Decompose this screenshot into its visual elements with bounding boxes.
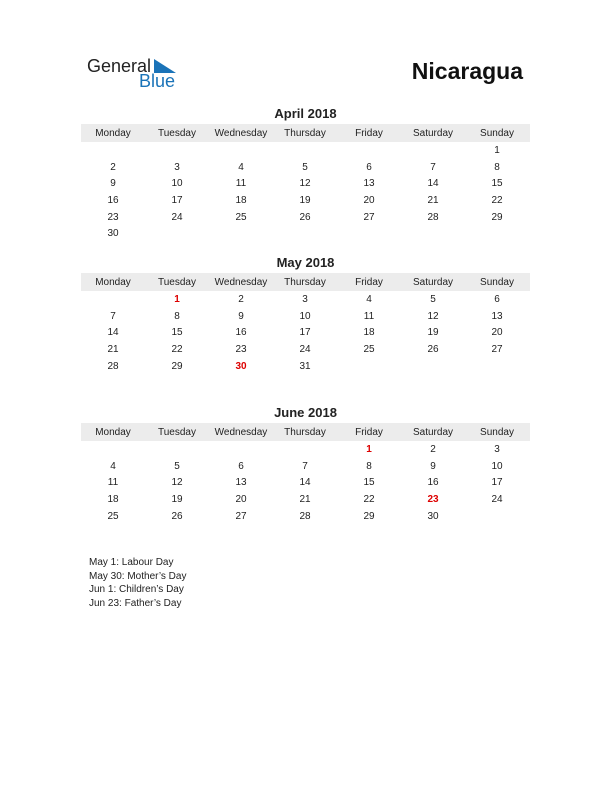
weekday-label: Thursday — [284, 276, 326, 288]
date-cell: 15 — [363, 477, 375, 489]
holiday-date: 1 — [174, 293, 180, 305]
date-cell: 18 — [235, 194, 247, 206]
weekday-label: Tuesday — [158, 127, 196, 139]
date-cell: 23 — [107, 211, 119, 223]
date-cell: 24 — [491, 493, 503, 505]
date-cell: 27 — [363, 211, 375, 223]
date-cell: 28 — [107, 360, 119, 372]
date-cell: 12 — [427, 310, 439, 322]
week-row — [81, 159, 530, 176]
date-cell: 18 — [107, 493, 119, 505]
date-cell: 29 — [491, 211, 503, 223]
holiday-date: 30 — [235, 360, 247, 372]
weekday-label: Saturday — [412, 276, 454, 288]
weekday-label: Wednesday — [214, 426, 268, 438]
date-cell: 5 — [302, 161, 308, 173]
date-cell: 28 — [299, 510, 311, 522]
week-row — [81, 341, 530, 358]
weekday-label: Monday — [95, 127, 131, 139]
holiday-date: 1 — [366, 443, 372, 455]
weekday-label: Sunday — [480, 276, 514, 288]
week-row — [81, 441, 530, 458]
note: May 1: Labour Day — [89, 557, 174, 568]
date-cell: 4 — [238, 161, 244, 173]
date-cell: 26 — [427, 343, 439, 355]
date-cell: 24 — [299, 343, 311, 355]
date-cell: 16 — [427, 477, 439, 489]
week-row — [81, 358, 530, 375]
date-cell: 20 — [235, 493, 247, 505]
date-cell: 21 — [299, 493, 311, 505]
date-cell: 24 — [171, 211, 183, 223]
date-cell: 5 — [174, 460, 180, 472]
date-cell: 2 — [238, 293, 244, 305]
date-cell: 10 — [171, 178, 183, 190]
note: Jun 23: Father’s Day — [89, 598, 182, 610]
weekday-label: Monday — [95, 426, 131, 438]
date-cell: 25 — [235, 211, 247, 223]
week-row — [81, 209, 530, 226]
date-cell: 3 — [174, 161, 180, 173]
month-block — [81, 405, 530, 524]
date-cell: 16 — [235, 327, 247, 339]
weekday-label: Sunday — [480, 127, 514, 139]
note: May 30: Mother’s Day — [89, 570, 187, 582]
date-cell: 17 — [491, 477, 503, 489]
date-cell: 6 — [494, 293, 500, 305]
weekday-label: Wednesday — [214, 276, 268, 288]
weekday-header — [81, 423, 530, 441]
date-cell: 9 — [430, 460, 436, 472]
date-cell: 19 — [299, 194, 311, 206]
date-cell: 8 — [494, 161, 500, 173]
month-title: June 2018 — [274, 405, 337, 420]
logo-general: General — [87, 56, 152, 76]
date-cell: 11 — [363, 310, 375, 322]
weekday-label: Friday — [355, 426, 383, 438]
date-cell: 19 — [427, 327, 439, 339]
date-cell: 31 — [299, 360, 311, 372]
week-row — [81, 308, 530, 325]
date-cell: 13 — [491, 310, 503, 322]
weekday-label: Sunday — [480, 426, 514, 438]
date-cell: 11 — [107, 477, 119, 489]
date-cell: 27 — [491, 343, 503, 355]
date-cell: 14 — [299, 477, 311, 489]
weekday-label: Wednesday — [214, 127, 268, 139]
date-cell: 2 — [430, 443, 436, 455]
date-cell: 5 — [430, 293, 436, 305]
date-cell: 29 — [171, 360, 183, 372]
weekday-header — [81, 124, 530, 142]
date-cell: 30 — [427, 510, 439, 522]
weekday-label: Thursday — [284, 127, 326, 139]
date-cell: 6 — [366, 161, 372, 173]
weekday-label: Saturday — [412, 127, 454, 139]
date-cell: 22 — [171, 343, 183, 355]
date-cell: 9 — [110, 178, 116, 190]
date-cell: 7 — [302, 460, 308, 472]
date-cell: 3 — [494, 443, 500, 455]
date-cell: 3 — [302, 293, 308, 305]
date-cell: 14 — [107, 327, 119, 339]
date-cell: 7 — [430, 161, 436, 173]
date-cell: 21 — [427, 194, 439, 206]
week-row — [81, 458, 530, 475]
date-cell: 1 — [494, 144, 500, 156]
date-cell: 7 — [110, 310, 116, 322]
date-cell: 4 — [366, 293, 372, 305]
date-cell: 25 — [363, 343, 375, 355]
date-cell: 17 — [171, 194, 183, 206]
date-cell: 20 — [363, 194, 375, 206]
date-cell: 22 — [491, 194, 503, 206]
date-cell: 29 — [363, 510, 375, 522]
date-cell: 30 — [107, 228, 119, 240]
date-cell: 16 — [107, 194, 119, 206]
date-cell: 18 — [363, 327, 375, 339]
date-cell: 13 — [363, 178, 375, 190]
holiday-date: 23 — [427, 493, 439, 505]
weekday-label: Tuesday — [158, 276, 196, 288]
date-cell: 10 — [299, 310, 311, 322]
date-cell: 8 — [366, 460, 372, 472]
month-block — [81, 106, 530, 242]
date-cell: 20 — [491, 327, 503, 339]
week-row — [81, 324, 530, 341]
weekday-label: Friday — [355, 276, 383, 288]
date-cell: 12 — [171, 477, 183, 489]
date-cell: 10 — [491, 460, 503, 472]
weekday-label: Tuesday — [158, 426, 196, 438]
date-cell: 26 — [299, 211, 311, 223]
date-cell: 9 — [238, 310, 244, 322]
date-cell: 23 — [235, 343, 247, 355]
date-cell: 4 — [110, 460, 116, 472]
logo-blue: Blue — [139, 71, 176, 91]
week-row — [81, 192, 530, 209]
holiday-notes — [89, 556, 186, 611]
date-cell: 25 — [107, 510, 119, 522]
week-row — [81, 225, 530, 242]
date-cell: 11 — [235, 178, 247, 190]
date-cell: 27 — [235, 510, 247, 522]
week-row — [81, 142, 530, 159]
date-cell: 28 — [427, 211, 439, 223]
month-block — [81, 255, 530, 374]
month-title: April 2018 — [274, 106, 337, 121]
weekday-label: Monday — [95, 276, 131, 288]
month-title: May 2018 — [276, 255, 335, 270]
date-cell: 6 — [238, 460, 244, 472]
date-cell: 2 — [110, 161, 116, 173]
country-title: Nicaragua — [411, 58, 523, 84]
date-cell: 12 — [299, 178, 311, 190]
weekday-label: Friday — [355, 127, 383, 139]
date-cell: 21 — [107, 343, 119, 355]
week-row — [81, 491, 530, 508]
week-row — [81, 508, 530, 525]
week-row — [81, 474, 530, 491]
date-cell: 15 — [491, 178, 503, 190]
date-cell: 17 — [299, 327, 311, 339]
week-row — [81, 291, 530, 308]
note: Jun 1: Children’s Day — [89, 584, 184, 596]
date-cell: 13 — [235, 477, 247, 489]
week-row — [81, 175, 530, 192]
weekday-label: Thursday — [284, 426, 326, 438]
date-cell: 14 — [427, 178, 439, 190]
weekday-label: Saturday — [412, 426, 454, 438]
date-cell: 22 — [363, 493, 375, 505]
date-cell: 26 — [171, 510, 183, 522]
date-cell: 8 — [174, 310, 180, 322]
weekday-header — [81, 273, 530, 291]
date-cell: 15 — [171, 327, 183, 339]
date-cell: 19 — [171, 493, 183, 505]
